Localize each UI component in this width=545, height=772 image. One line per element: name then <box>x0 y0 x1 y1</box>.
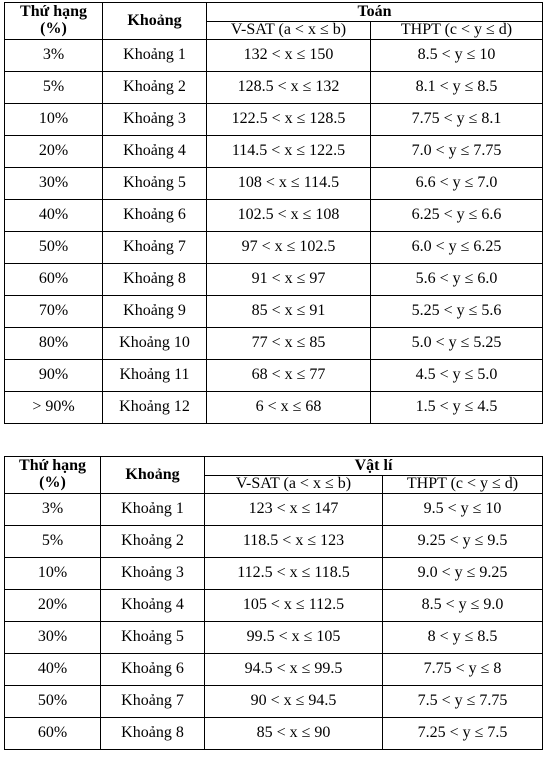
range-cell: Khoảng 7 <box>101 686 205 718</box>
physics-score-table <box>4 456 543 750</box>
rank-cell: 70% <box>5 296 103 328</box>
thpt-cell: 8.5 < y ≤ 9.0 <box>383 590 543 622</box>
rank-cell: 3% <box>5 40 103 72</box>
vsat-cell: 105 < x ≤ 112.5 <box>205 590 383 622</box>
thpt-header: THPT (c < y ≤ d) <box>383 476 543 494</box>
range-header: Khoảng <box>103 3 207 40</box>
range-cell: Khoảng 3 <box>101 558 205 590</box>
table-row <box>5 654 543 686</box>
rank-cell: 50% <box>5 686 101 718</box>
range-cell: Khoảng 9 <box>103 296 207 328</box>
table-row <box>5 200 543 232</box>
rank-cell: 40% <box>5 200 103 232</box>
vsat-cell: 85 < x ≤ 91 <box>207 296 371 328</box>
table-row <box>5 392 543 424</box>
range-cell: Khoảng 6 <box>101 654 205 686</box>
vsat-cell: 123 < x ≤ 147 <box>205 494 383 526</box>
table-row <box>5 360 543 392</box>
vsat-cell: 108 < x ≤ 114.5 <box>207 168 371 200</box>
rank-cell: 10% <box>5 558 101 590</box>
thpt-cell: 7.25 < y ≤ 7.5 <box>383 718 543 750</box>
table-row <box>5 296 543 328</box>
vsat-cell: 97 < x ≤ 102.5 <box>207 232 371 264</box>
table-row <box>5 718 543 750</box>
rank-cell: 10% <box>5 104 103 136</box>
vsat-cell: 77 < x ≤ 85 <box>207 328 371 360</box>
subject-header: Toán <box>207 3 543 22</box>
table-row <box>5 264 543 296</box>
thpt-cell: 7.75 < y ≤ 8.1 <box>371 104 543 136</box>
vsat-cell: 90 < x ≤ 94.5 <box>205 686 383 718</box>
range-cell: Khoảng 4 <box>103 136 207 168</box>
range-cell: Khoảng 3 <box>103 104 207 136</box>
thpt-cell: 4.5 < y ≤ 5.0 <box>371 360 543 392</box>
rank-cell: 60% <box>5 264 103 296</box>
vsat-cell: 122.5 < x ≤ 128.5 <box>207 104 371 136</box>
vsat-cell: 118.5 < x ≤ 123 <box>205 526 383 558</box>
rank-cell: 80% <box>5 328 103 360</box>
thpt-cell: 9.5 < y ≤ 10 <box>383 494 543 526</box>
range-cell: Khoảng 5 <box>103 168 207 200</box>
table-row <box>5 40 543 72</box>
range-cell: Khoảng 11 <box>103 360 207 392</box>
range-cell: Khoảng 2 <box>103 72 207 104</box>
table-row <box>5 526 543 558</box>
range-cell: Khoảng 1 <box>103 40 207 72</box>
math-score-table <box>4 2 543 424</box>
vsat-cell: 99.5 < x ≤ 105 <box>205 622 383 654</box>
range-cell: Khoảng 2 <box>101 526 205 558</box>
physics-table-body <box>5 494 543 750</box>
vsat-cell: 85 < x ≤ 90 <box>205 718 383 750</box>
range-cell: Khoảng 4 <box>101 590 205 622</box>
vsat-header: V-SAT (a < x ≤ b) <box>207 22 371 40</box>
rank-cell: 50% <box>5 232 103 264</box>
table-row <box>5 622 543 654</box>
thpt-cell: 9.25 < y ≤ 9.5 <box>383 526 543 558</box>
thpt-cell: 6.0 < y ≤ 6.25 <box>371 232 543 264</box>
range-cell: Khoảng 8 <box>103 264 207 296</box>
thpt-header: THPT (c < y ≤ d) <box>371 22 543 40</box>
vsat-cell: 114.5 < x ≤ 122.5 <box>207 136 371 168</box>
rank-cell: 5% <box>5 72 103 104</box>
range-cell: Khoảng 12 <box>103 392 207 424</box>
range-cell: Khoảng 7 <box>103 232 207 264</box>
thpt-cell: 5.0 < y ≤ 5.25 <box>371 328 543 360</box>
thpt-cell: 7.5 < y ≤ 7.75 <box>383 686 543 718</box>
thpt-cell: 5.25 < y ≤ 5.6 <box>371 296 543 328</box>
range-cell: Khoảng 8 <box>101 718 205 750</box>
rank-cell: 60% <box>5 718 101 750</box>
rank-header: Thứ hạng (%) <box>5 3 103 40</box>
vsat-cell: 132 < x ≤ 150 <box>207 40 371 72</box>
thpt-cell: 6.25 < y ≤ 6.6 <box>371 200 543 232</box>
thpt-cell: 7.0 < y ≤ 7.75 <box>371 136 543 168</box>
vsat-cell: 94.5 < x ≤ 99.5 <box>205 654 383 686</box>
vsat-cell: 112.5 < x ≤ 118.5 <box>205 558 383 590</box>
thpt-cell: 1.5 < y ≤ 4.5 <box>371 392 543 424</box>
table-row <box>5 168 543 200</box>
rank-cell: 30% <box>5 168 103 200</box>
vsat-cell: 128.5 < x ≤ 132 <box>207 72 371 104</box>
rank-cell: 20% <box>5 590 101 622</box>
rank-cell: 40% <box>5 654 101 686</box>
thpt-cell: 9.0 < y ≤ 9.25 <box>383 558 543 590</box>
range-cell: Khoảng 6 <box>103 200 207 232</box>
table-row <box>5 136 543 168</box>
table-row <box>5 590 543 622</box>
rank-cell: 90% <box>5 360 103 392</box>
range-cell: Khoảng 1 <box>101 494 205 526</box>
range-cell: Khoảng 5 <box>101 622 205 654</box>
rank-cell: 30% <box>5 622 101 654</box>
range-header: Khoảng <box>101 457 205 494</box>
rank-cell: 5% <box>5 526 101 558</box>
vsat-cell: 6 < x ≤ 68 <box>207 392 371 424</box>
rank-cell: 3% <box>5 494 101 526</box>
rank-cell: 20% <box>5 136 103 168</box>
thpt-cell: 8.1 < y ≤ 8.5 <box>371 72 543 104</box>
thpt-cell: 6.6 < y ≤ 7.0 <box>371 168 543 200</box>
table-row <box>5 558 543 590</box>
thpt-cell: 5.6 < y ≤ 6.0 <box>371 264 543 296</box>
table-row <box>5 686 543 718</box>
vsat-cell: 102.5 < x ≤ 108 <box>207 200 371 232</box>
subject-header: Vật lí <box>205 457 543 476</box>
thpt-cell: 7.75 < y ≤ 8 <box>383 654 543 686</box>
thpt-cell: 8.5 < y ≤ 10 <box>371 40 543 72</box>
rank-cell: > 90% <box>5 392 103 424</box>
vsat-cell: 91 < x ≤ 97 <box>207 264 371 296</box>
table-row <box>5 232 543 264</box>
rank-header: Thứ hạng (%) <box>5 457 101 494</box>
table-row <box>5 104 543 136</box>
vsat-header: V-SAT (a < x ≤ b) <box>205 476 383 494</box>
thpt-cell: 8 < y ≤ 8.5 <box>383 622 543 654</box>
table-row <box>5 72 543 104</box>
table-row <box>5 494 543 526</box>
table-row <box>5 328 543 360</box>
math-table-body <box>5 40 543 424</box>
vsat-cell: 68 < x ≤ 77 <box>207 360 371 392</box>
range-cell: Khoảng 10 <box>103 328 207 360</box>
